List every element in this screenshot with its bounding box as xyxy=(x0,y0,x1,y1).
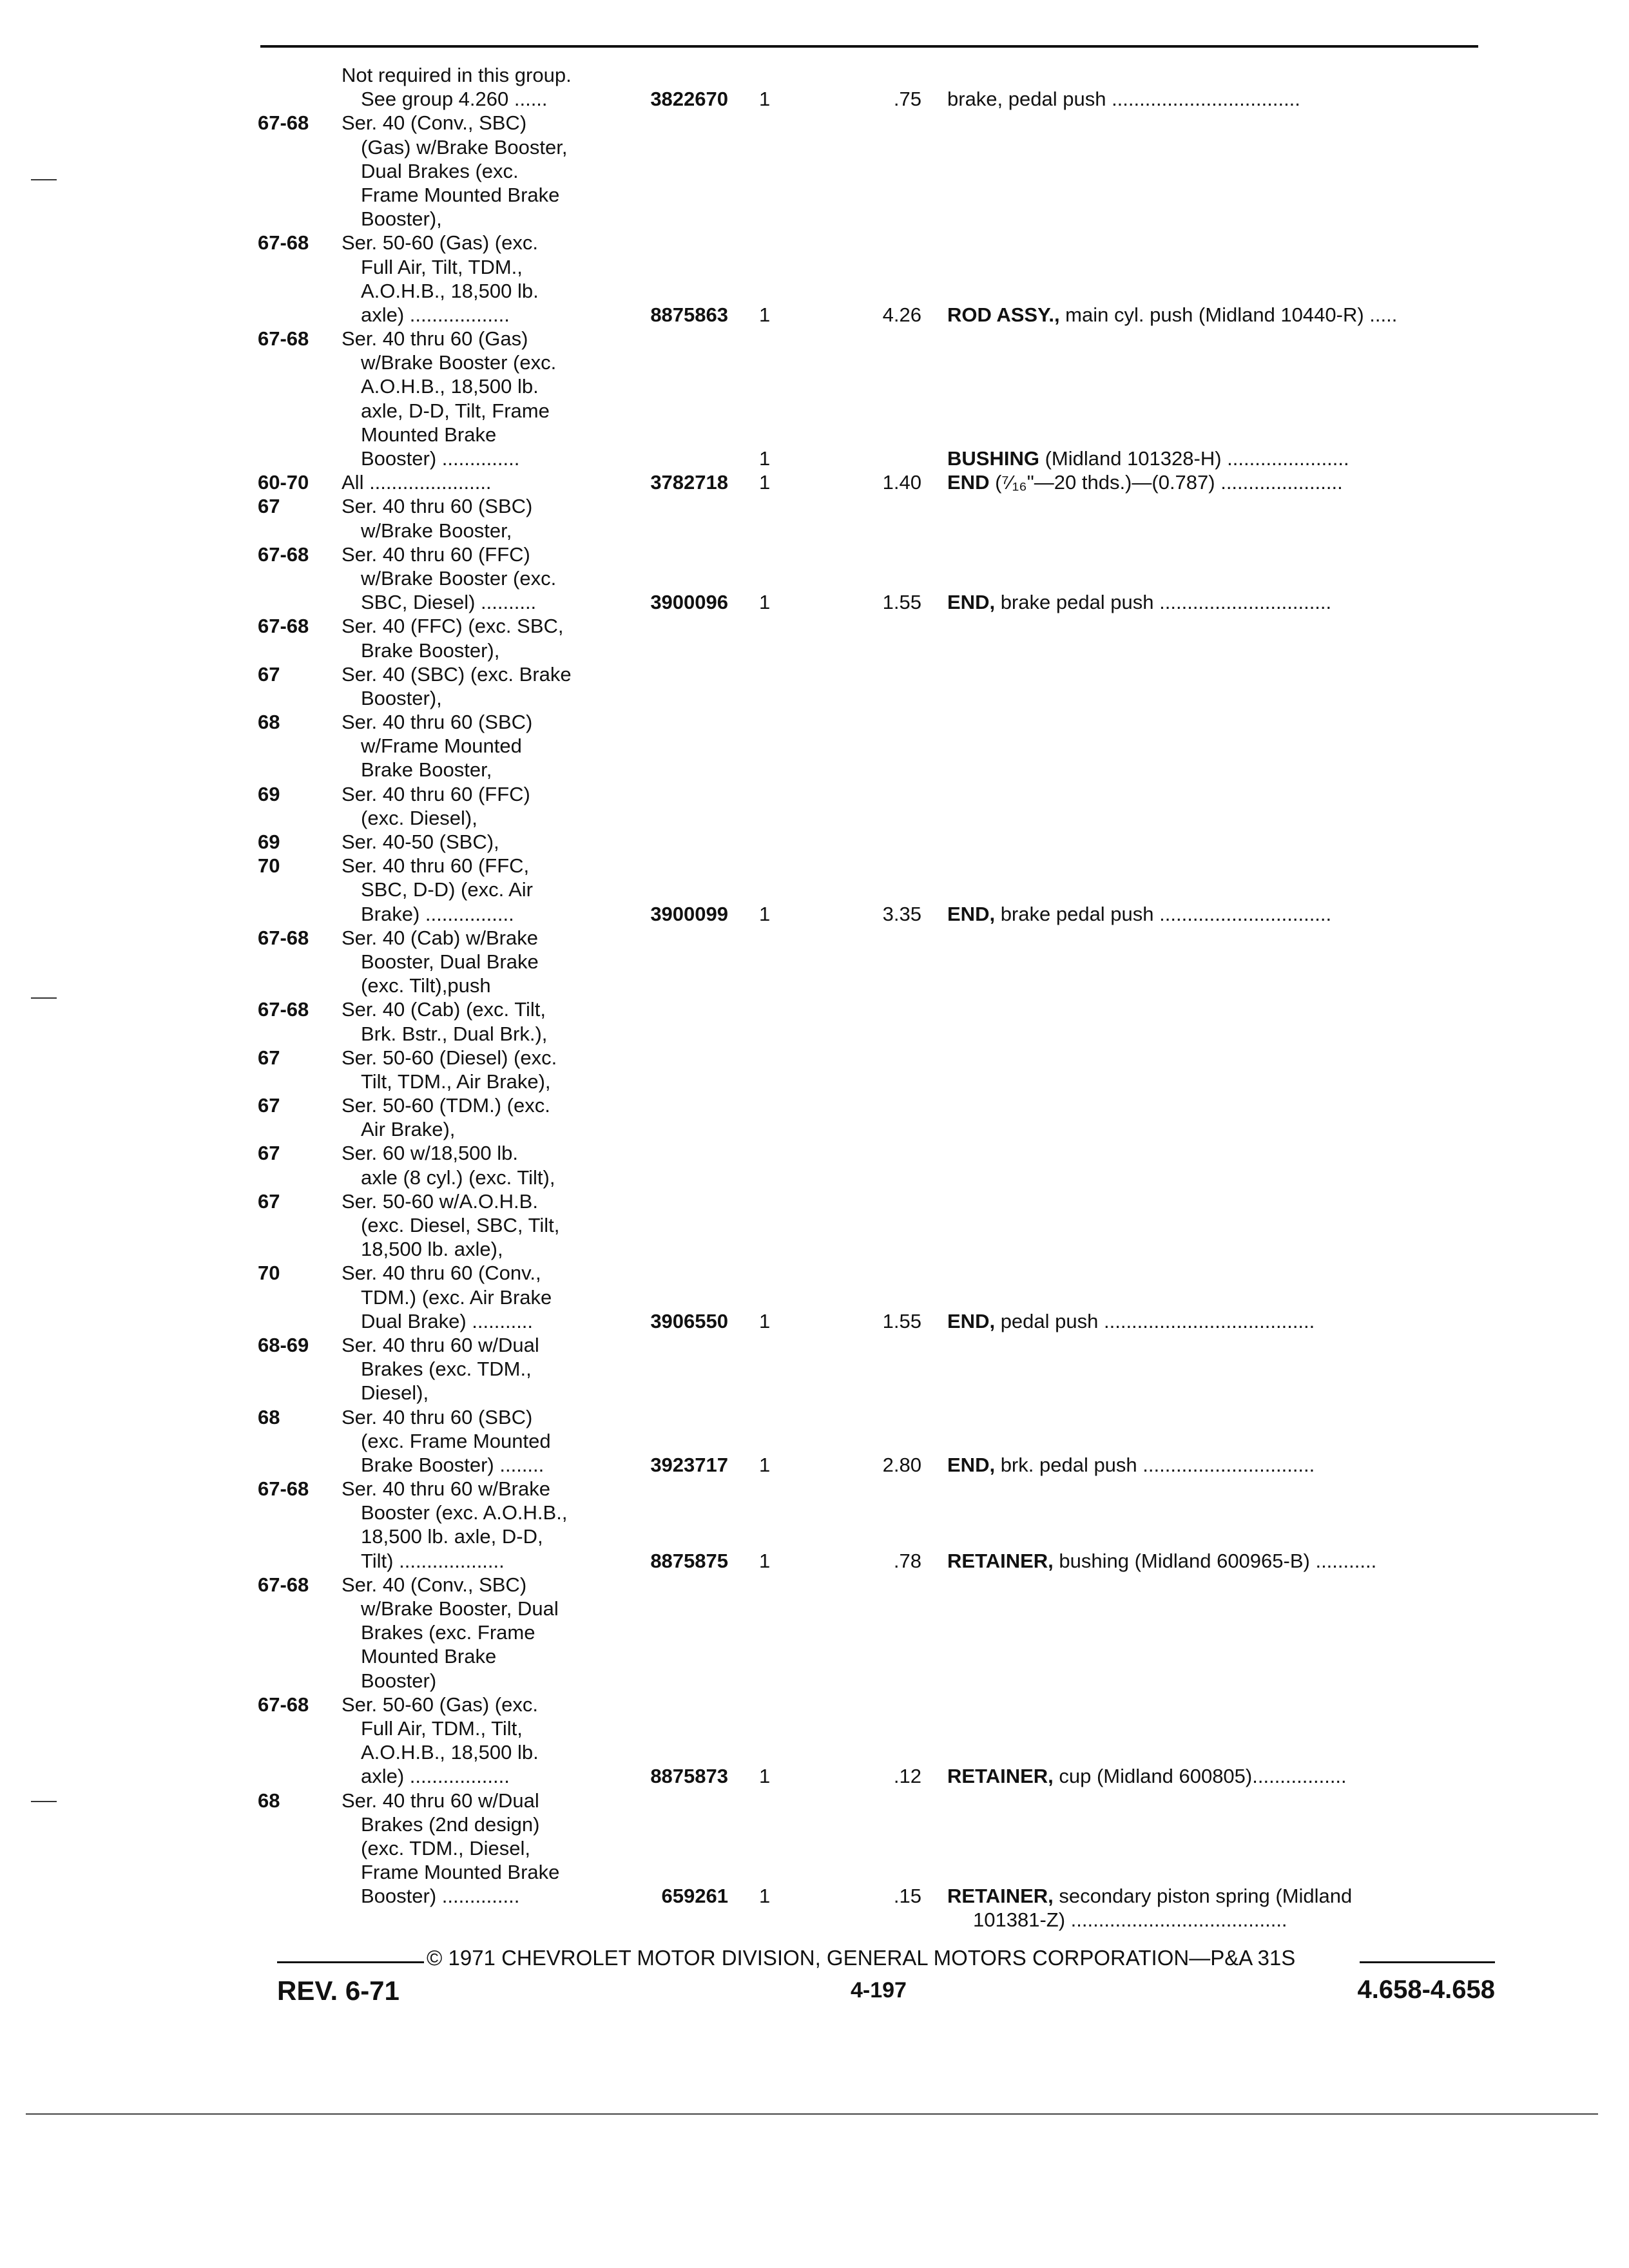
application-description: Full Air, TDM., Tilt, xyxy=(361,1716,523,1740)
application-description: (exc. Diesel, SBC, Tilt, xyxy=(361,1214,560,1236)
entry-line xyxy=(258,399,1508,423)
part-detail: brake pedal push ............................... xyxy=(995,591,1332,614)
parts-entry xyxy=(258,494,1508,542)
entry-line xyxy=(258,1716,1508,1740)
entry-line xyxy=(258,1644,1508,1668)
entry-line xyxy=(258,782,1508,806)
part-number: 3923717 xyxy=(650,1453,728,1476)
quantity: 1 xyxy=(759,1453,771,1476)
price: 1.55 xyxy=(882,591,921,614)
application-description: w/Brake Booster (exc. xyxy=(361,566,557,590)
part-description xyxy=(947,470,1343,494)
entry-line xyxy=(258,1357,1508,1381)
entry-line xyxy=(258,806,1508,830)
model-years: 67-68 xyxy=(258,327,309,351)
application-description: Ser. 50-60 w/A.O.H.B. xyxy=(342,1189,538,1213)
entry-line xyxy=(258,566,1508,590)
quantity: 1 xyxy=(759,1885,771,1908)
parts-entry xyxy=(258,1141,1508,1189)
application-description: Ser. 40 thru 60 (Conv., xyxy=(342,1262,541,1285)
model-years: 68-69 xyxy=(258,1333,309,1356)
part-number: 8875863 xyxy=(650,303,728,326)
entry-line xyxy=(258,1573,1508,1597)
entry-line xyxy=(258,1166,1508,1189)
application-description: Ser. 50-60 (Diesel) (exc. xyxy=(342,1046,557,1069)
part-name: END, xyxy=(947,1309,996,1332)
application-description: Ser. 50-60 (TDM.) (exc. xyxy=(342,1094,550,1117)
price: .78 xyxy=(893,1549,921,1572)
entry-line xyxy=(258,374,1508,398)
quantity: 1 xyxy=(759,303,771,326)
model-years: 69 xyxy=(258,782,280,805)
entry-line xyxy=(258,974,1508,997)
application-description: TDM.) (exc. Air Brake xyxy=(361,1285,552,1309)
scan-mark-2 xyxy=(31,997,57,999)
entry-line xyxy=(258,447,1508,470)
parts-entry xyxy=(258,1405,1508,1477)
application-description: Booster) .............. xyxy=(361,1885,520,1908)
application-description: Booster, Dual Brake xyxy=(361,950,539,973)
application-description: Brakes (2nd design) xyxy=(361,1812,540,1836)
part-detail: (⁷⁄₁₆"—20 thds.)—(0.787) ...................... xyxy=(989,471,1343,494)
entry-line xyxy=(258,87,1508,111)
model-years: 67-68 xyxy=(258,1477,309,1501)
part-number: 3822670 xyxy=(650,88,728,111)
application-description: See group 4.260 ...... xyxy=(361,88,548,111)
model-years: 67 xyxy=(258,1046,280,1069)
application-description: Brakes (exc. Frame xyxy=(361,1621,535,1644)
top-rule xyxy=(260,45,1478,48)
entry-line xyxy=(258,1524,1508,1548)
part-detail: brake pedal push ............................... xyxy=(995,902,1332,925)
parts-entry xyxy=(258,662,1508,710)
application-description: (exc. TDM., Diesel, xyxy=(361,1836,530,1860)
parts-entry xyxy=(258,710,1508,782)
application-description: Ser. 40 thru 60 (Gas) xyxy=(342,327,528,351)
part-number: 3900096 xyxy=(650,591,728,614)
price: 1.55 xyxy=(882,1309,921,1332)
entry-line xyxy=(258,1501,1508,1524)
entry-line xyxy=(258,830,1508,854)
part-number: 3906550 xyxy=(650,1309,728,1332)
part-number: 659261 xyxy=(661,1885,728,1908)
model-years: 67 xyxy=(258,495,280,518)
application-description: Brake) ................ xyxy=(361,902,514,925)
application-description: Mounted Brake xyxy=(361,1645,497,1668)
part-detail: bushing (Midland 600965-B) ........... xyxy=(1053,1549,1377,1572)
application-description: w/Brake Booster, Dual xyxy=(361,1597,559,1620)
application-description: Full Air, Tilt, TDM., xyxy=(361,255,523,278)
application-description: Ser. 40 thru 60 (FFC) xyxy=(342,782,530,805)
part-description xyxy=(947,1764,1347,1788)
entry-line xyxy=(258,1141,1508,1165)
application-description: Brake Booster), xyxy=(361,639,500,662)
entry-line xyxy=(258,470,1508,494)
part-description xyxy=(947,1884,1352,1908)
entry-line xyxy=(258,1333,1508,1357)
entry-line xyxy=(258,1597,1508,1620)
parts-entry xyxy=(258,111,1508,231)
application-description: Frame Mounted Brake xyxy=(361,183,560,206)
entry-line xyxy=(258,1620,1508,1644)
application-description: Brakes (exc. TDM., xyxy=(361,1358,532,1381)
application-description: Dual Brakes (exc. xyxy=(361,159,519,182)
part-name: ROD ASSY., xyxy=(947,303,1060,326)
application-description: Ser. 40 thru 60 (SBC) xyxy=(342,1405,533,1428)
parts-entry xyxy=(258,543,1508,615)
part-number: 3782718 xyxy=(650,471,728,494)
quantity: 1 xyxy=(759,1549,771,1572)
parts-entry xyxy=(258,1046,1508,1093)
part-name: RETAINER, xyxy=(947,1765,1054,1788)
scan-mark-1 xyxy=(31,179,57,180)
part-description xyxy=(947,590,1331,614)
entry-line xyxy=(258,1405,1508,1429)
entry-line xyxy=(258,1764,1508,1788)
application-description: Ser. 50-60 (Gas) (exc. xyxy=(342,231,538,255)
parts-entry xyxy=(258,830,1508,854)
entry-line xyxy=(258,1477,1508,1501)
entry-line xyxy=(258,303,1508,327)
entry-line xyxy=(258,1549,1508,1573)
entry-line xyxy=(258,1693,1508,1716)
part-description-continued: 101381-Z) ....................................... xyxy=(973,1908,1287,1932)
application-description: axle, D-D, Tilt, Frame xyxy=(361,399,550,422)
parts-entry xyxy=(258,1261,1508,1333)
entry-line xyxy=(258,1812,1508,1836)
parts-entry xyxy=(258,854,1508,926)
entry-line xyxy=(258,1669,1508,1693)
model-years: 70 xyxy=(258,1262,280,1285)
entry-line xyxy=(258,878,1508,901)
parts-list xyxy=(258,63,1508,1932)
entry-line xyxy=(258,494,1508,518)
part-name: END, xyxy=(947,902,996,925)
entry-line xyxy=(258,1046,1508,1070)
parts-entry xyxy=(258,1477,1508,1573)
application-description: Ser. 40 (Conv., SBC) xyxy=(342,111,527,135)
model-years: 67-68 xyxy=(258,615,309,638)
footer-rule-left xyxy=(277,1961,424,1963)
model-years: 60-70 xyxy=(258,471,309,494)
application-description: Ser. 40 thru 60 (SBC) xyxy=(342,495,533,518)
part-detail: cup (Midland 600805)................. xyxy=(1053,1765,1347,1788)
copyright-line xyxy=(277,1946,1495,1973)
application-description: Air Brake), xyxy=(361,1118,456,1141)
part-detail: (Midland 101328-H) ...................... xyxy=(1039,447,1349,470)
application-description: axle) .................. xyxy=(361,303,510,326)
parts-entry xyxy=(258,997,1508,1045)
entry-line xyxy=(258,183,1508,207)
part-detail: secondary piston spring (Midland xyxy=(1053,1885,1353,1908)
parts-entry xyxy=(258,231,1508,327)
model-years: 67-68 xyxy=(258,1573,309,1596)
entry-line xyxy=(258,1285,1508,1309)
application-description: Ser. 40 (FFC) (exc. SBC, xyxy=(342,615,564,638)
part-detail: main cyl. push (Midland 10440-R) ..... xyxy=(1059,303,1398,326)
part-name: END, xyxy=(947,591,996,614)
entry-line xyxy=(258,423,1508,447)
application-description: Booster) .............. xyxy=(361,447,520,470)
quantity: 1 xyxy=(759,1309,771,1332)
scan-mark-3 xyxy=(31,1801,57,1802)
application-description: SBC, D-D) (exc. Air xyxy=(361,878,533,901)
part-description xyxy=(947,303,1397,327)
entry-line xyxy=(258,590,1508,614)
page-footer xyxy=(277,1946,1495,2006)
application-description: A.O.H.B., 18,500 lb. xyxy=(361,1741,539,1764)
application-description: SBC, Diesel) .......... xyxy=(361,591,537,614)
application-description: A.O.H.B., 18,500 lb. xyxy=(361,279,539,302)
model-years: 67 xyxy=(258,1189,280,1213)
application-description: Ser. 40 thru 60 (SBC) xyxy=(342,711,533,734)
application-description: Brk. Bstr., Dual Brk.), xyxy=(361,1022,548,1045)
application-description: 18,500 lb. axle, D-D, xyxy=(361,1525,543,1548)
price: 2.80 xyxy=(882,1453,921,1476)
quantity: 1 xyxy=(759,471,771,494)
application-description: axle (8 cyl.) (exc. Tilt), xyxy=(361,1166,555,1189)
application-description: Ser. 40-50 (SBC), xyxy=(342,831,499,853)
model-years: 67-68 xyxy=(258,543,309,566)
entry-line xyxy=(258,926,1508,950)
parts-entry xyxy=(258,1573,1508,1693)
parts-entry xyxy=(258,470,1508,494)
entry-line xyxy=(258,686,1508,710)
application-description: axle) .................. xyxy=(361,1765,510,1788)
entry-line xyxy=(258,1213,1508,1237)
model-years: 67-68 xyxy=(258,926,309,949)
model-years: 70 xyxy=(258,854,280,878)
entry-line xyxy=(258,1093,1508,1117)
application-description: Tilt) ................... xyxy=(361,1549,505,1572)
application-description: Tilt, TDM., Air Brake), xyxy=(361,1070,551,1093)
price: .75 xyxy=(893,88,921,111)
part-name: RETAINER, xyxy=(947,1549,1054,1572)
entry-line xyxy=(258,758,1508,782)
entry-line xyxy=(258,255,1508,279)
model-years: 67-68 xyxy=(258,111,309,135)
model-years: 67-68 xyxy=(258,998,309,1021)
part-number: 3900099 xyxy=(650,902,728,925)
entry-line xyxy=(258,543,1508,566)
application-description: Ser. 60 w/18,500 lb. xyxy=(342,1142,519,1165)
entry-line xyxy=(258,1429,1508,1453)
application-description: Ser. 40 thru 60 (FFC, xyxy=(342,854,530,878)
entry-line xyxy=(258,950,1508,974)
part-detail: pedal push ...................................... xyxy=(995,1309,1315,1332)
parts-entry xyxy=(258,1093,1508,1141)
application-description: 18,500 lb. axle), xyxy=(361,1238,503,1261)
application-description: w/Brake Booster, xyxy=(361,519,512,542)
entry-line xyxy=(258,111,1508,135)
entry-line xyxy=(258,1237,1508,1261)
parts-entry xyxy=(258,926,1508,998)
price: .12 xyxy=(893,1765,921,1788)
entry-line xyxy=(258,231,1508,255)
application-description: Brake Booster, xyxy=(361,758,492,782)
entry-line xyxy=(258,207,1508,231)
quantity: 1 xyxy=(759,1765,771,1788)
application-description: Ser. 40 thru 60 w/Brake xyxy=(342,1477,550,1501)
entry-line xyxy=(258,639,1508,662)
part-number: 8875875 xyxy=(650,1549,728,1572)
application-description: Ser. 40 thru 60 w/Dual xyxy=(342,1333,539,1356)
parts-entry xyxy=(258,1333,1508,1405)
entry-line xyxy=(258,902,1508,926)
model-years: 68 xyxy=(258,1789,280,1812)
entry-line xyxy=(258,1309,1508,1333)
parts-entry xyxy=(258,63,1508,111)
application-description: Ser. 40 thru 60 (FFC) xyxy=(342,543,530,566)
entry-line xyxy=(258,327,1508,351)
quantity: 1 xyxy=(759,902,771,925)
entry-line xyxy=(258,1836,1508,1860)
application-description: Booster), xyxy=(361,686,442,709)
application-description: Booster) xyxy=(361,1669,437,1692)
model-years: 67-68 xyxy=(258,231,309,255)
application-description: Ser. 50-60 (Gas) (exc. xyxy=(342,1693,538,1716)
entry-line xyxy=(258,1381,1508,1405)
entry-line xyxy=(258,1860,1508,1884)
part-description xyxy=(947,87,1300,111)
quantity: 1 xyxy=(759,591,771,614)
application-description: Brake Booster) ........ xyxy=(361,1453,545,1476)
application-description: (exc. Diesel), xyxy=(361,806,477,829)
application-description: Booster), xyxy=(361,207,442,231)
revision-label: REV. 6-71 xyxy=(277,1975,400,2006)
parts-entry xyxy=(258,614,1508,662)
part-name: END, xyxy=(947,1453,996,1476)
entry-line xyxy=(258,997,1508,1021)
application-description: Ser. 40 (Cab) w/Brake xyxy=(342,926,538,949)
parts-entry xyxy=(258,327,1508,470)
part-description xyxy=(947,447,1349,470)
application-description: Booster (exc. A.O.H.B., xyxy=(361,1501,568,1524)
application-description: All ...................... xyxy=(342,471,492,494)
entry-line xyxy=(258,1453,1508,1477)
section-number: 4.658-4.658 xyxy=(1357,1975,1495,2004)
application-description: Diesel), xyxy=(361,1381,429,1405)
part-description xyxy=(947,1453,1315,1477)
application-description: (exc. Frame Mounted xyxy=(361,1429,551,1452)
entry-line xyxy=(258,854,1508,878)
price: .15 xyxy=(893,1885,921,1908)
application-description: Dual Brake) ........... xyxy=(361,1309,534,1332)
entry-line xyxy=(258,1070,1508,1093)
entry-line xyxy=(258,159,1508,183)
entry-line xyxy=(258,1908,1508,1932)
entry-line xyxy=(258,1789,1508,1812)
model-years: 67-68 xyxy=(258,1693,309,1716)
model-years: 68 xyxy=(258,1405,280,1428)
price: 4.26 xyxy=(882,303,921,326)
application-description: Ser. 40 (Cab) (exc. Tilt, xyxy=(342,998,546,1021)
model-years: 69 xyxy=(258,831,280,853)
application-description: A.O.H.B., 18,500 lb. xyxy=(361,375,539,398)
entry-line xyxy=(258,135,1508,159)
scan-edge-line xyxy=(26,2113,1598,2115)
part-description xyxy=(947,1549,1376,1573)
entry-line xyxy=(258,279,1508,303)
application-description: Frame Mounted Brake xyxy=(361,1861,560,1884)
part-name: BUSHING xyxy=(947,447,1039,470)
entry-line xyxy=(258,1117,1508,1141)
entry-line xyxy=(258,519,1508,543)
entry-line xyxy=(258,710,1508,734)
entry-line xyxy=(258,351,1508,374)
parts-entry xyxy=(258,782,1508,830)
application-description: Mounted Brake xyxy=(361,423,497,446)
part-detail: brk. pedal push ............................... xyxy=(995,1453,1315,1476)
parts-entry xyxy=(258,1693,1508,1789)
model-years: 67 xyxy=(258,1142,280,1165)
application-description: Ser. 40 (Conv., SBC) xyxy=(342,1573,527,1596)
application-description: Ser. 40 (SBC) (exc. Brake xyxy=(342,662,572,686)
part-name: END xyxy=(947,471,990,494)
copyright-text: © 1971 CHEVROLET MOTOR DIVISION, GENERAL MOTORS CORPORATION—P&A 31S xyxy=(427,1946,1296,1970)
entry-line xyxy=(258,1261,1508,1285)
page-number: 4-197 xyxy=(851,1978,907,2003)
parts-entry xyxy=(258,1189,1508,1262)
entry-line xyxy=(258,734,1508,758)
application-description: (Gas) w/Brake Booster, xyxy=(361,135,568,159)
entry-line xyxy=(258,1884,1508,1908)
model-years: 68 xyxy=(258,711,280,734)
part-name: RETAINER, xyxy=(947,1885,1054,1908)
parts-entry xyxy=(258,1789,1508,1932)
model-years: 67 xyxy=(258,662,280,686)
part-description xyxy=(947,1309,1315,1333)
price: 1.40 xyxy=(882,471,921,494)
quantity: 1 xyxy=(759,88,771,111)
part-number: 8875873 xyxy=(650,1765,728,1788)
entry-line xyxy=(258,1022,1508,1046)
application-description: w/Brake Booster (exc. xyxy=(361,351,557,374)
part-description xyxy=(947,902,1331,926)
entry-line xyxy=(258,614,1508,638)
application-description: (exc. Tilt),push xyxy=(361,974,491,997)
entry-line xyxy=(258,63,1508,87)
entry-line xyxy=(258,1189,1508,1213)
footer-rule-right xyxy=(1360,1961,1495,1963)
part-detail: brake, pedal push .................................. xyxy=(947,88,1300,111)
application-description: w/Frame Mounted xyxy=(361,735,522,758)
application-description: Not required in this group. xyxy=(342,64,572,86)
entry-line xyxy=(258,662,1508,686)
quantity: 1 xyxy=(759,447,771,470)
model-years: 67 xyxy=(258,1094,280,1117)
entry-line xyxy=(258,1740,1508,1764)
application-description: Ser. 40 thru 60 w/Dual xyxy=(342,1789,539,1812)
price: 3.35 xyxy=(882,902,921,925)
